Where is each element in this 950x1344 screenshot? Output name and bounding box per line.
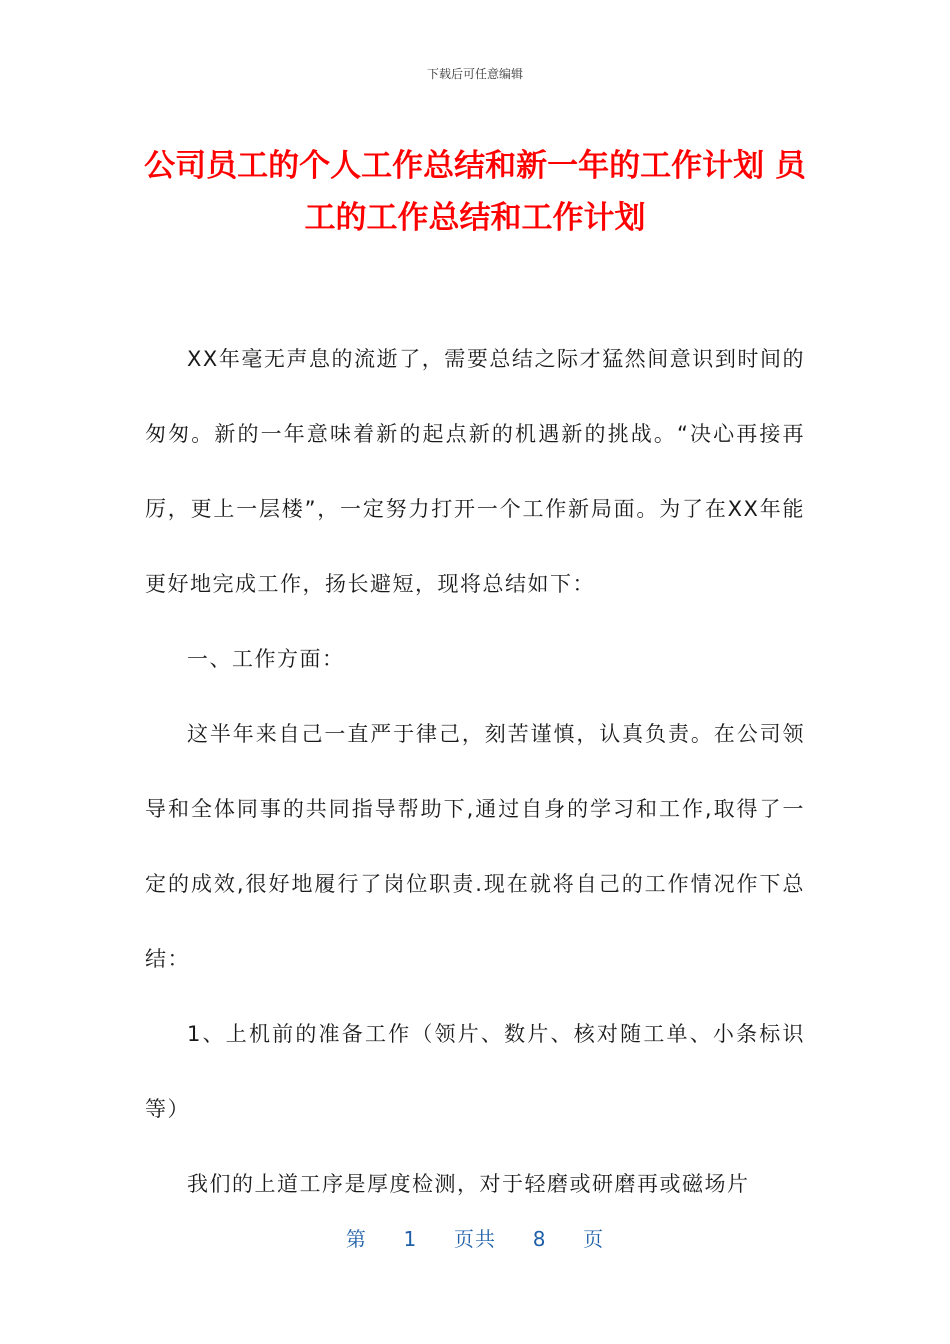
document-body bbox=[145, 322, 805, 1222]
footer-middle: 页共 bbox=[454, 1227, 496, 1251]
page-number-footer bbox=[0, 1226, 950, 1252]
current-page-number: 1 bbox=[403, 1227, 418, 1251]
total-pages-number: 8 bbox=[532, 1227, 547, 1251]
paragraph-intro: XX年毫无声息的流逝了，需要总结之际才猛然间意识到时间的匆匆。新的一年意味着新的起点新的机遇新的挑战。“决心再接再厉，更上一层楼”，一定努力打开一个工作新局面。为了在XX年能更好地完成工作，扬长避短，现将总结如下： bbox=[145, 347, 805, 596]
section-heading-work: 一、工作方面： bbox=[187, 647, 345, 671]
footer-prefix: 第 bbox=[345, 1227, 367, 1251]
paragraph-process: 我们的上道工序是厚度检测，对于轻磨或研磨再或磁场片 bbox=[187, 1172, 750, 1196]
footer-suffix: 页 bbox=[583, 1227, 605, 1251]
paragraph-work-summary: 这半年来自己一直严于律己，刻苦谨慎，认真负责。在公司领导和全体同事的共同指导帮助下,通过自身的学习和工作,取得了一定的成效,很好地履行了岗位职责.现在就将自己的工作情况作下总结： bbox=[145, 722, 805, 971]
download-note: 下载后可任意编辑 bbox=[426, 67, 523, 81]
document-title: 公司员工的个人工作总结和新一年的工作计划 员工的工作总结和工作计划 bbox=[144, 148, 806, 236]
list-item-preparation: 1、上机前的准备工作（领片、数片、核对随工单、小条标识等） bbox=[145, 1022, 805, 1121]
